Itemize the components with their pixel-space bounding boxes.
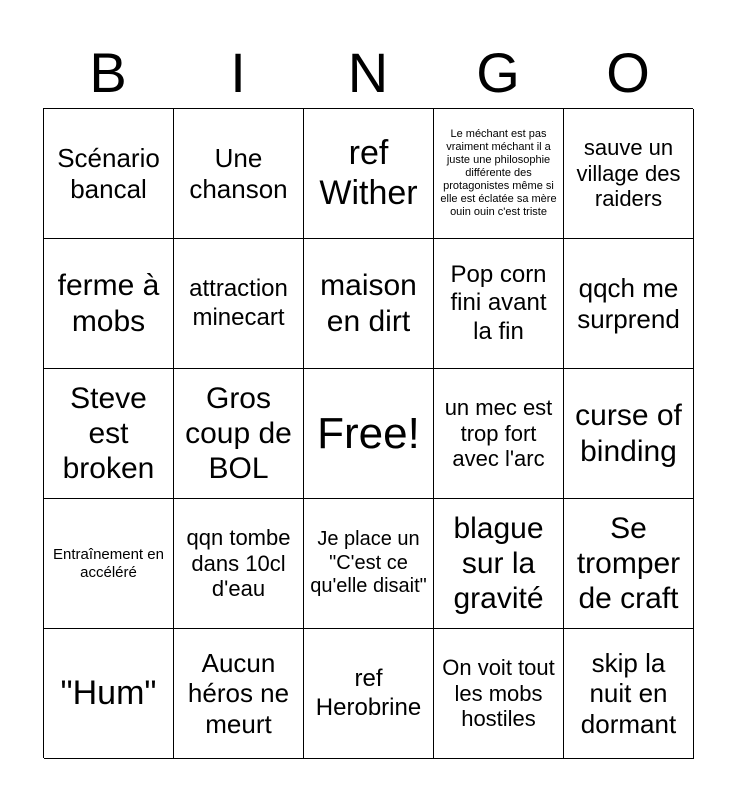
bingo-cell[interactable] [564,239,694,369]
header-letter-i: I [230,41,246,104]
bingo-cell[interactable] [564,369,694,499]
cell-text: qqn tombe dans 10cl d'eau [186,524,291,602]
cell-text: On voit tout les mobs hostiles [442,654,555,732]
bingo-cell[interactable] [434,629,564,759]
bingo-cell[interactable] [564,629,694,759]
bingo-cell[interactable] [434,369,564,499]
header-letter-n: N [347,41,389,104]
cell-text: Scénario bancal [57,143,160,204]
bingo-cell[interactable] [304,629,434,759]
cell-text: Gros coup de BOL [185,381,292,486]
bingo-cell[interactable] [304,499,434,629]
bingo-cell[interactable] [174,239,304,369]
cell-text: Se tromper de craft [576,511,681,616]
header-letter-o: O [606,41,650,104]
cell-text: qqch me surprend [577,273,680,334]
cell-text: Pop corn fini avant la fin [450,261,547,345]
bingo-cell[interactable] [44,499,174,629]
bingo-cell[interactable] [174,369,304,499]
cell-text: blague sur la gravité [453,511,544,616]
free-space-text: Free! [317,408,420,458]
cell-text: skip la nuit en dormant [580,647,677,739]
bingo-cell[interactable] [434,499,564,629]
cell-text: Aucun héros ne meurt [187,647,290,739]
bingo-cell[interactable] [174,109,304,239]
bingo-cell[interactable] [174,499,304,629]
cell-text: "Hum" [60,673,157,712]
cell-text: un mec est trop fort avec l'arc [444,394,553,472]
bingo-cell[interactable] [44,369,174,499]
free-space-cell[interactable] [304,369,434,499]
header-letter-b: B [89,41,127,104]
cell-text: Le méchant est pas vraiment méchant il a juste une philosophie différente des protagonistes même si elle est éclatée sa mère ouin ouin c'est triste [440,128,557,218]
cell-text: curse of binding [575,399,682,468]
bingo-cell[interactable] [44,109,174,239]
cell-text: maison en dirt [320,269,417,338]
bingo-cell[interactable] [564,109,694,239]
cell-text: ferme à mobs [57,269,160,338]
bingo-cell[interactable] [304,239,434,369]
header-letter-g: G [476,41,520,104]
bingo-cell[interactable] [44,239,174,369]
bingo-cell[interactable] [564,499,694,629]
bingo-header [43,38,693,108]
cell-text: Je place un "C'est ce qu'elle disait" [310,528,427,598]
bingo-cell[interactable] [434,109,564,239]
bingo-cell[interactable] [434,239,564,369]
bingo-cell[interactable] [174,629,304,759]
cell-text: ref Wither [319,133,418,212]
bingo-cell[interactable] [44,629,174,759]
cell-text: ref Herobrine [315,665,422,721]
cell-text: Une chanson [189,143,288,204]
bingo-cell[interactable] [304,109,434,239]
cell-text: sauve un village des raiders [576,134,681,212]
cell-text: attraction minecart [189,275,288,331]
bingo-card-grid [43,108,693,758]
cell-text: Entraînement en accéléré [53,545,164,581]
cell-text: Steve est broken [62,381,155,486]
